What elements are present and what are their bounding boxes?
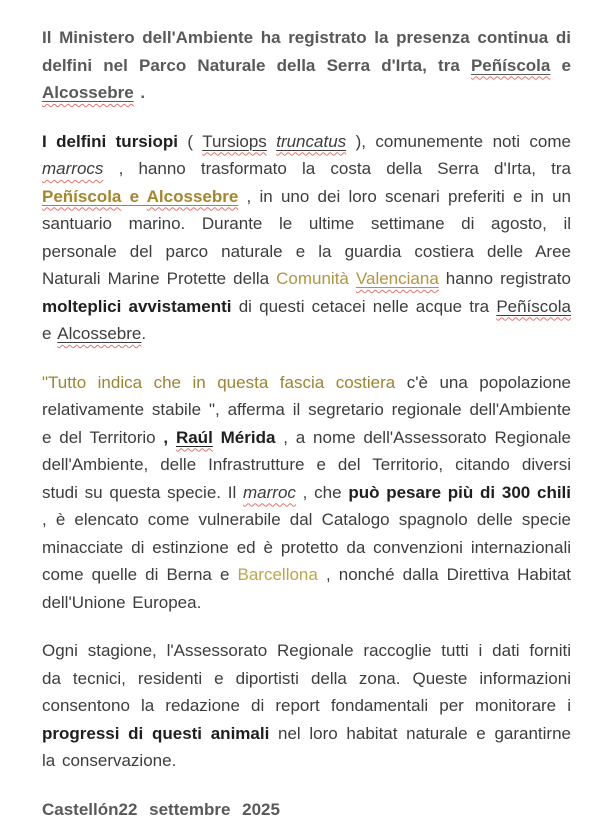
text-run: I delfini tursiopi: [42, 132, 178, 151]
text-run: , nonché dalla Direttiva Habitat dell'Unione Europea.: [42, 565, 571, 612]
link[interactable]: Comunità: [276, 269, 349, 288]
link[interactable]: [42, 187, 121, 206]
spellcheck-squiggle: marrocs: [42, 159, 103, 178]
text-run: "Tutto indica che in questa fascia costiera: [42, 373, 407, 392]
text-run: di questi cetacei nelle acque tra: [232, 297, 497, 316]
text-run: , in uno dei loro scenari preferiti e in un santuario marino. Durante le ultime settimane di agosto, il personale del parco naturale e la guardia costiera delle Aree Naturali Marine Protette della: [42, 187, 571, 289]
link[interactable]: [496, 297, 571, 316]
dateline: [42, 796, 571, 823]
text-run: progressi di questi animali: [42, 724, 269, 743]
text-run: [349, 269, 356, 288]
text-run: , che: [296, 483, 348, 502]
link[interactable]: [356, 269, 439, 288]
text-run: hanno registrato: [439, 269, 571, 288]
lede-paragraph: [42, 24, 571, 107]
text-run: [42, 159, 103, 178]
spellcheck-squiggle: Alcossebre: [57, 324, 141, 343]
body-paragraph-3: [42, 637, 571, 775]
text-run: Castellón22 settembre 2025: [42, 800, 280, 819]
text-run: ", afferma il segretario regionale dell'Ambiente e del Territorio: [42, 400, 571, 447]
link[interactable]: [471, 56, 550, 75]
text-run: , hanno trasformato la costa della Serra d'Irta, tra: [103, 159, 571, 178]
link[interactable]: e: [121, 187, 146, 206]
text-run: ,: [156, 428, 176, 447]
spellcheck-squiggle: Peñíscola: [496, 297, 571, 316]
text-run: nel loro habitat naturale e garantirne la conservazione.: [42, 724, 571, 771]
spellcheck-squiggle: marroc: [243, 483, 296, 502]
spellcheck-squiggle: Alcossebre: [42, 83, 134, 102]
text-run: può pesare più di 300 chili: [348, 483, 571, 502]
body-paragraph-1: [42, 128, 571, 348]
link[interactable]: [42, 83, 134, 102]
link[interactable]: [57, 324, 141, 343]
text-run: e: [550, 56, 571, 75]
text-run: [213, 428, 221, 447]
body-paragraph-2: [42, 369, 571, 617]
spellcheck-squiggle: Raúl: [176, 428, 213, 447]
text-run: Ogni stagione, l'Assessorato Regionale raccoglie tutti i dati forniti da tecnici, residenti e diportisti della zona. Queste informazioni consentono la redazione di report fondamentali per monitorare i: [42, 641, 571, 715]
text-run: [176, 428, 213, 447]
spellcheck-squiggle: truncatus: [276, 132, 346, 151]
text-run: [267, 132, 276, 151]
text-run: [276, 132, 346, 151]
text-run: c'è una popolazione relativamente stabile: [42, 373, 571, 420]
spellcheck-squiggle: Alcossebre: [147, 187, 239, 206]
text-run: e: [42, 324, 57, 343]
link[interactable]: Barcellona: [238, 565, 318, 584]
text-run: [243, 483, 296, 502]
spellcheck-squiggle: Valenciana: [356, 269, 439, 288]
text-run: .: [134, 83, 145, 102]
spellcheck-squiggle: Peñíscola: [42, 187, 121, 206]
text-run: [202, 132, 267, 151]
text-run: .: [141, 324, 146, 343]
spellcheck-squiggle: Peñíscola: [471, 56, 550, 75]
text-run: ), comunemente noti come: [346, 132, 571, 151]
spellcheck-squiggle: Tursiops: [202, 132, 267, 151]
text-run: (: [178, 132, 202, 151]
link[interactable]: [147, 187, 239, 206]
text-run: , è elencato come vulnerabile dal Catalogo spagnolo delle specie minacciate di estinzione ed è protetto da convenzioni internazionali come quelle di Berna e: [42, 510, 571, 584]
text-run: Il Ministero dell'Ambiente ha registrato la presenza continua di delfini nel Parco Naturale della Serra d'Irta, tra: [42, 28, 571, 75]
text-run: molteplici avvistamenti: [42, 297, 232, 316]
text-run: , a nome dell'Assessorato Regionale dell'Ambiente, delle Infrastrutture e del Territorio, citando diversi studi su questa specie. Il: [42, 428, 571, 502]
text-run: Mérida: [221, 428, 276, 447]
